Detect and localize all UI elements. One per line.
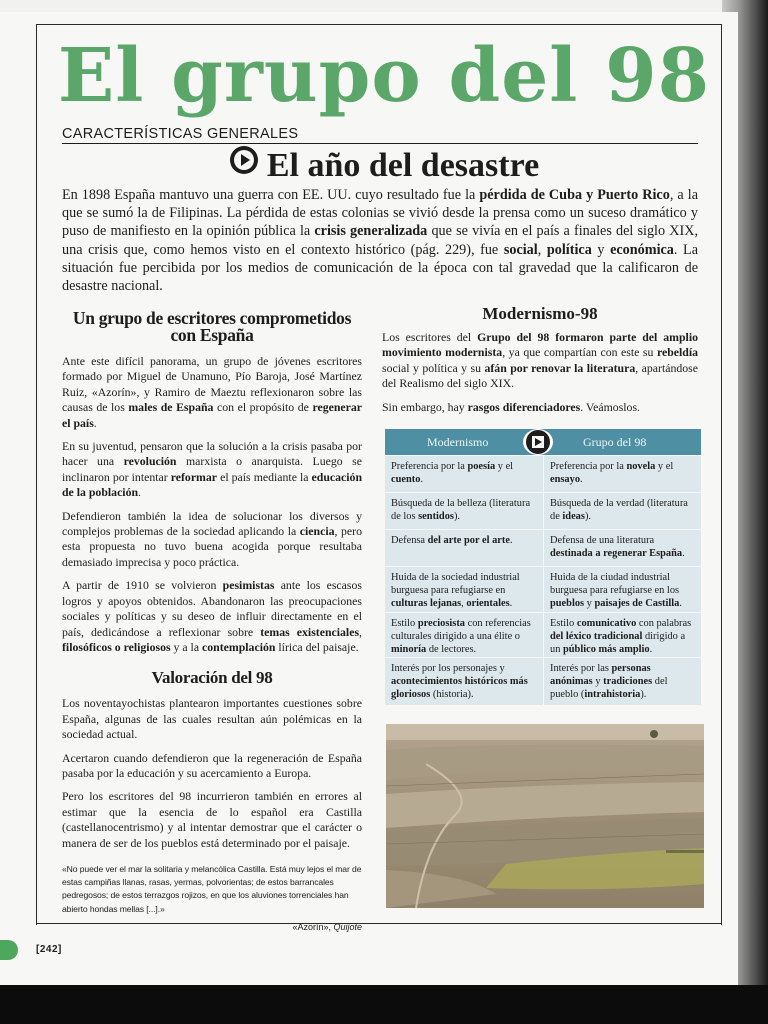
table-header: [385, 429, 701, 455]
table-cell-modernismo: Preferencia por la poesía y el cuento.: [391, 461, 514, 485]
table-cell-grupo98: Estilo comunicativo con palabras del léxico tradicional dirigido a un público más amplio.: [543, 613, 701, 657]
table-cell-modernismo: Huida de la sociedad industrial burguesa para refugiarse en culturas lejanas, orientales.: [391, 572, 520, 609]
table-cell-modernismo: Defensa del arte por el arte.: [391, 535, 513, 546]
page-title: El grupo del 98: [57, 33, 711, 119]
paragraph: Defendieron también la idea de solucionar los diversos y complejos problemas de la sociedad aplicando la ciencia, pero esta propuesta no tuvo buena acogida porque resultaba demasiado imprecisa y poco práctica.: [62, 508, 362, 569]
play-icon: [229, 145, 259, 185]
paragraph: Los escritores del Grupo del 98 formaron parte del amplio movimiento modernista, ya que compartían con este su rebeldía social y política y su afán por renovar la literatura, apartándose del Realismo del siglo XIX.: [382, 330, 699, 391]
table-cell-grupo98: Defensa de una literatura destinada a regenerar España.: [543, 530, 701, 566]
quote-source: «Azorín», Quijote: [292, 921, 362, 932]
right-column: [382, 304, 698, 423]
section-heading-text: El año del desastre: [266, 147, 540, 184]
table-body: [385, 456, 701, 705]
section-heading: [0, 146, 768, 188]
table-row: [385, 493, 701, 529]
header-modernismo: Modernismo: [427, 435, 489, 449]
intro-paragraph: En 1898 España mantuvo una guerra con EE. UU. cuyo resultado fue la pérdida de Cuba y Puerto Rico, a la que se sumó la de Filipinas. La pérdida de estas colonias se vivió desde la prensa como un suceso dramático y puso de manifiesto en la opinión pública la crisis generalizada que se vivía en el país a finales del siglo XIX, una crisis que, como hemos visto en el contexto histórico (pág. 229), fue social, política y económica. La situación fue percibida por los medios de comunicación de la época con tal gravedad que la calificaron de desastre nacional.: [62, 187, 699, 295]
table-row: [385, 567, 701, 612]
paragraph: A partir de 1910 se volvieron pesimistas ante los escasos logros y apoyos obtenidos. Abandonaron las preocupaciones sociales y políticas y su deseo de influir directamente en el país, dedicándose a reflexionar sobre temas existenciales, filosóficos o religiosos y a la contemplación lírica del paisaje.: [62, 578, 362, 654]
header-grupo98: Grupo del 98: [583, 435, 647, 449]
paragraph: Los noventayochistas plantearon importantes cuestiones sobre España, algunas de las cuales resultan aún polémicas en la sociedad actual.: [62, 696, 362, 742]
section-rule: [62, 143, 698, 144]
left-heading: Un grupo de escritores comprometidos con España: [72, 308, 352, 345]
table-cell-grupo98: Interés por las personas anónimas y tradiciones del pueblo (intrahistoria).: [543, 658, 701, 705]
section-label: CARACTERÍSTICAS GENERALES: [62, 126, 299, 142]
azorin-quote: «No puede ver el mar la solitaria y melancólica Castilla. Está muy lejos el mar de estas campiñas llanas, rasas, yermas, polvorientas; de estos barrancales pedregosos; de estos terrazgos rojizos, en que los aluviones torrenciales han abierto hondas mellas [...].»: [62, 863, 362, 914]
play-icon: [523, 429, 553, 455]
right-heading: Modernismo-98: [482, 304, 598, 323]
valoracion-heading: Valoración del 98: [151, 668, 273, 688]
right-paragraphs: [382, 330, 698, 415]
table-cell-grupo98: Huida de la ciudad industrial burguesa para refugiarse en los pueblos y paisajes de Castilla.: [543, 567, 701, 612]
valoracion-paragraphs: [62, 696, 362, 851]
castilla-landscape-photo: [386, 724, 704, 908]
table-row: [385, 658, 701, 705]
page-number: [242]: [36, 944, 62, 955]
quote-work: Quijote: [333, 921, 362, 932]
paragraph: Ante este difícil panorama, un grupo de jóvenes escritores formado por Miguel de Unamuno, Pío Baroja, José Martínez Ruiz, «Azorín», y Ramiro de Maeztu reflexionaron sobre las causas de los males de España con el propósito de regenerar el país.: [62, 354, 363, 430]
paragraph: Acertaron cuando defendieron que la regeneración de España pasaba por la educación y su acercamiento a Europa.: [62, 750, 362, 780]
paragraph: En su juventud, pensaron que la solución a la crisis pasaba por hacer una revolución marxista o anarquista. Luego se inclinaron por intentar reformar el país mediante la educación de la población.: [62, 439, 363, 500]
left-column: [62, 310, 362, 932]
table-cell-grupo98: Preferencia por la novela y el ensayo.: [543, 456, 701, 492]
left-paragraphs: [62, 354, 362, 655]
paragraph: Sin embargo, hay rasgos diferenciadores. Veámoslos.: [382, 399, 641, 414]
comparison-table: [385, 429, 701, 705]
table-cell-modernismo: Estilo preciosista con referencias culturales dirigido a una élite o minoría de lectores.: [391, 618, 531, 655]
paragraph: Pero los escritores del 98 incurrieron también en errores al estimar que la esencia de lo español era Castilla (castellanocentrismo) y al intentar demostrar que el carácter o manera de ser de los pueblos está determinado por el paisaje.: [62, 789, 362, 850]
table-row: [385, 456, 701, 492]
table-cell-modernismo: Interés por los personajes y acontecimientos históricos más gloriosos (historia).: [391, 663, 528, 700]
table-cell-grupo98: Búsqueda de la verdad (literatura de ideas).: [543, 493, 701, 529]
table-row: [385, 530, 701, 566]
table-row: [385, 613, 701, 657]
table-cell-modernismo: Búsqueda de la belleza (literatura de los sentidos).: [391, 498, 531, 522]
